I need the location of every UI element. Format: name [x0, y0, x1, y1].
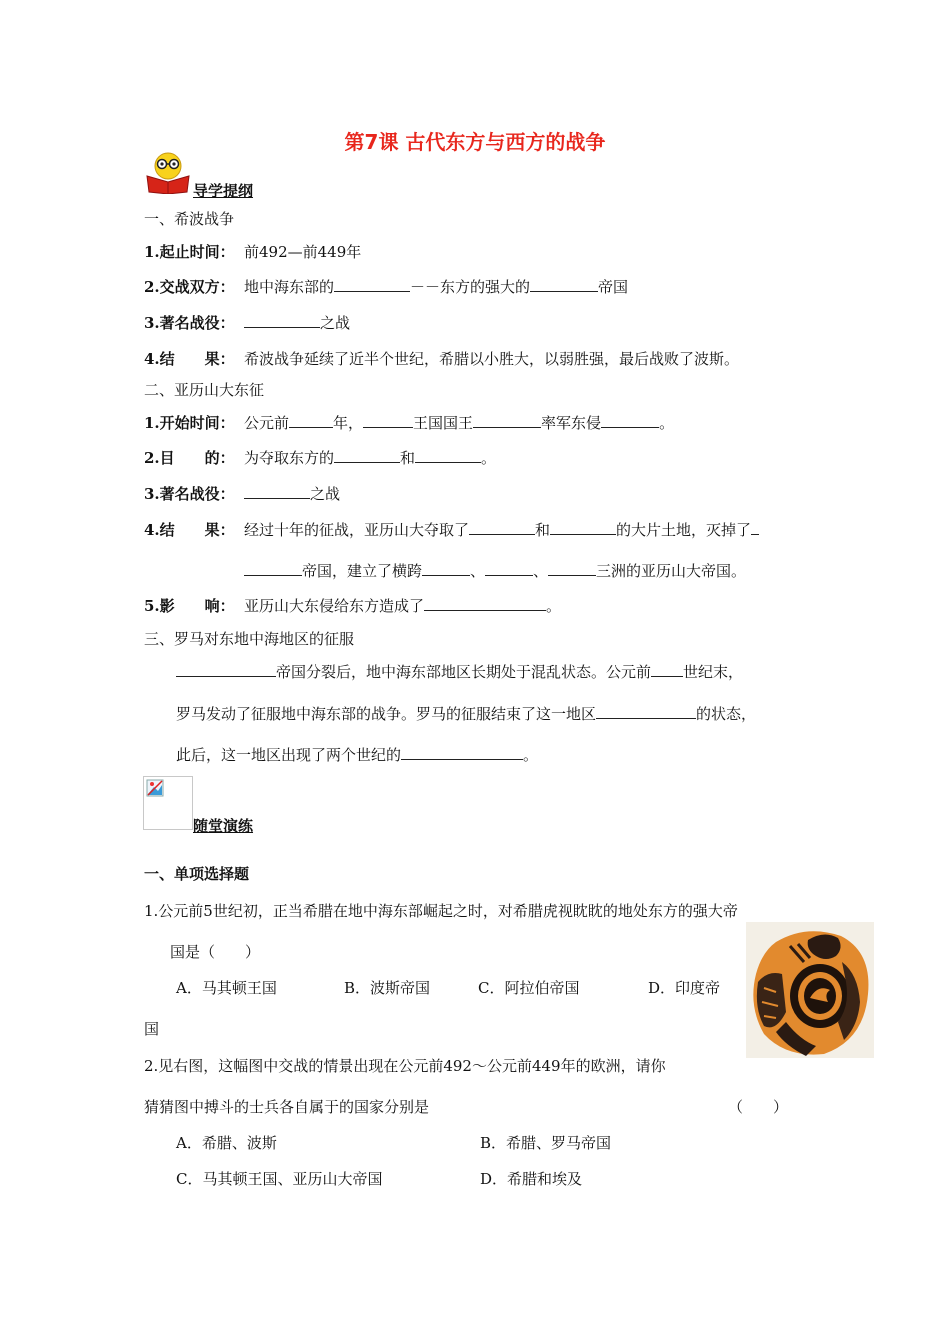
blank-field[interactable]: [469, 520, 535, 535]
s2-line-3: 3.著名战役： 之战: [144, 485, 341, 503]
blank-field[interactable]: [485, 561, 533, 576]
practice-section-heading: 一、单项选择题: [144, 865, 250, 883]
blank-field[interactable]: [530, 277, 598, 292]
blank-field[interactable]: [550, 520, 616, 535]
q1-stem-line-1: 1.公元前5世纪初，正当希腊在地中海东部崛起之时，对希腊虎视眈眈的地处东方的强大帝: [144, 902, 738, 920]
blank-field[interactable]: [751, 520, 759, 535]
broken-image-icon: [143, 776, 193, 830]
s2-line-2: 2.目 的： 为夺取东方的 和 。: [144, 449, 497, 467]
q2-option-a[interactable]: A．希腊、波斯: [176, 1134, 277, 1152]
s1-line-4: 4.结 果： 希波战争延续了近半个世纪，希腊以小胜大，以弱胜强，最后战败了波斯。: [144, 350, 740, 368]
blank-field[interactable]: [651, 662, 683, 677]
reading-emoji-icon: [143, 150, 193, 194]
page-title: 第7课 古代东方与西方的战争: [344, 130, 606, 154]
blank-field[interactable]: [473, 413, 541, 428]
q2-option-d[interactable]: D．希腊和埃及: [480, 1170, 583, 1188]
q2-answer-paren[interactable]: （ ）: [728, 1098, 789, 1116]
blank-field[interactable]: [415, 448, 481, 463]
section-1-heading: 一、希波战争: [144, 210, 235, 228]
q2-options-row-2: [176, 1169, 582, 1189]
s1-line-1: 1.起止时间： 前492—前449年: [144, 243, 362, 261]
q1-option-d[interactable]: D．印度帝: [648, 979, 721, 997]
q1-option-b[interactable]: B．波斯帝国: [344, 979, 431, 997]
q2-options-row-1: [176, 1133, 611, 1153]
section-3-heading: 三、罗马对东地中海地区的征服: [144, 630, 355, 648]
blank-field[interactable]: [244, 561, 302, 576]
blank-field[interactable]: [401, 745, 523, 760]
s1-line-3: 3.著名战役： 之战: [144, 314, 351, 332]
greek-vase-painting: [746, 922, 874, 1058]
blank-field[interactable]: [601, 413, 659, 428]
q2-option-b[interactable]: B．希腊、罗马帝国: [480, 1134, 612, 1152]
blank-field[interactable]: [596, 704, 696, 719]
blank-field[interactable]: [289, 413, 333, 428]
s2-line-5: 5.影 响： 亚历山大东侵给东方造成了 。: [144, 597, 562, 615]
q1-option-c[interactable]: C．阿拉伯帝国: [478, 979, 580, 997]
q1-option-a[interactable]: A．马其顿王国: [176, 979, 277, 997]
s3-para-line-1: 帝国分裂后，地中海东部地区长期处于混乱状态。公元前 世纪末，: [176, 662, 743, 682]
q2-stem-line-2: 猜猜图中搏斗的士兵各自属于的国家分别是: [144, 1098, 430, 1116]
s2-line-1: 1.开始时间： 公元前 年， 王国国王 率军东侵 。: [144, 414, 675, 432]
blank-field[interactable]: [334, 277, 410, 292]
blank-field[interactable]: [548, 561, 596, 576]
q1-options: [176, 978, 720, 998]
guide-heading: 导学提纲: [193, 182, 254, 200]
blank-field[interactable]: [422, 561, 470, 576]
practice-heading: 随堂演练: [193, 817, 254, 835]
blank-field[interactable]: [424, 596, 546, 611]
blank-field[interactable]: [363, 413, 413, 428]
q2-option-c[interactable]: C．马其顿王国、亚历山大帝国: [176, 1170, 383, 1188]
blank-field[interactable]: [244, 484, 310, 499]
s2-line-4-cont: 帝国，建立了横跨 、 、 三洲的亚历山大帝国。: [244, 561, 746, 581]
blank-field[interactable]: [334, 448, 400, 463]
s3-para-line-2: 罗马发动了征服地中海东部的战争。罗马的征服结束了这一地区 的状态，: [176, 705, 757, 723]
section-2-heading: 二、亚历山大东征: [144, 381, 265, 399]
q1-stem-line-2: 国是（ ）: [170, 943, 261, 961]
blank-field[interactable]: [176, 662, 276, 677]
s3-para-line-3: 此后，这一地区出现了两个世纪的 。: [176, 746, 539, 764]
s2-line-4: 4.结 果： 经过十年的征战，亚历山大夺取了 和 的大片土地，灭掉了: [144, 520, 759, 540]
q1-option-d-wrap: 国: [144, 1020, 160, 1038]
s1-line-2: 2.交战双方： 地中海东部的 －－东方的强大的 帝国: [144, 278, 629, 296]
q2-stem-line-1: 2.见右图，这幅图中交战的情景出现在公元前492～公元前449年的欧洲，请你: [144, 1057, 666, 1075]
blank-field[interactable]: [244, 313, 320, 328]
